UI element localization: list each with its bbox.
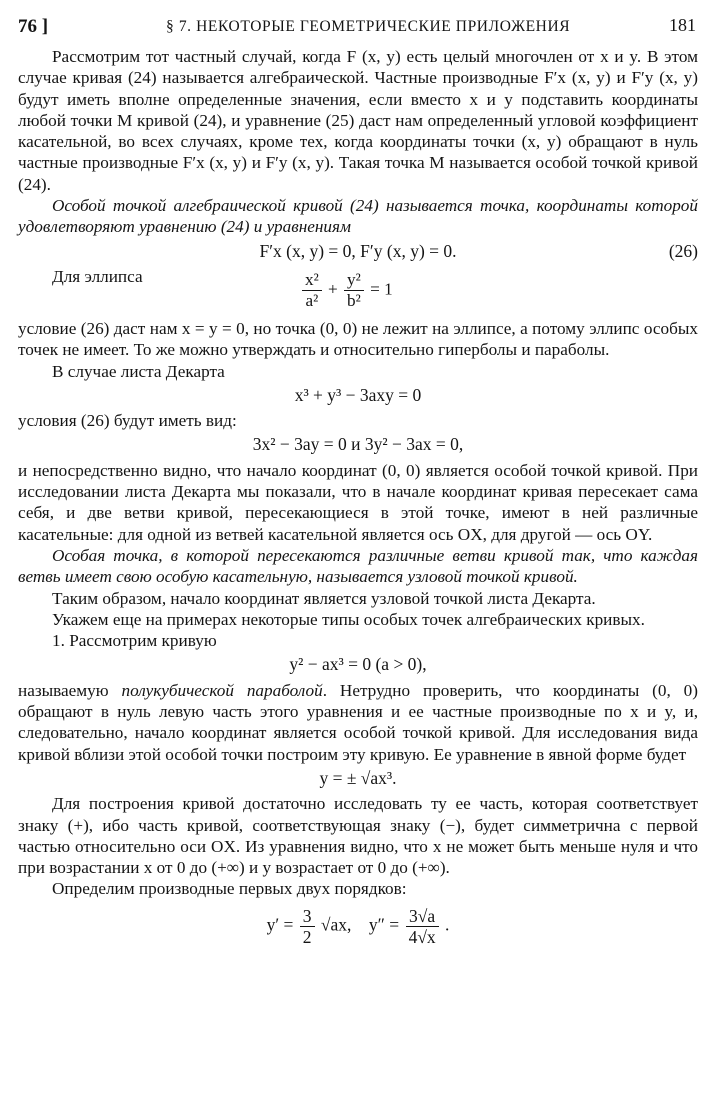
- section-title: § 7. НЕКОТОРЫЕ ГЕОМЕТРИЧЕСКИЕ ПРИЛОЖЕНИЯ: [166, 18, 571, 35]
- header-left-mark: 76 ]: [18, 16, 49, 37]
- paragraph-examples-intro: Укажем еще на примерах некоторые типы особых точек алгебраических кривых.: [52, 609, 645, 629]
- paragraph-ellipse-condition: условие (26) даст нам x = y = 0, но точка (0, 0) не лежит на эллипсе, а потому эллипс особых точек не имеет. То же можно утверждать и относительно гиперболы и параболы.: [18, 318, 698, 360]
- definition-singular-point: Особой точкой алгебраической кривой (24) называется точка, координаты которой удовлетворяют уравнению (24) и уравнениям: [18, 196, 698, 237]
- second-derivative-numerator: 3√a: [406, 906, 439, 927]
- fraction-x-denominator: a²: [305, 290, 319, 310]
- equation-explicit-form: y = ± √ax³.: [319, 767, 397, 788]
- running-header: [18, 6, 698, 36]
- fraction-x-numerator: x²: [302, 270, 322, 291]
- paragraph-origin-singular: и непосредственно видно, что начало координат (0, 0) является особой точкой кривой. При исследовании листа Декарта мы показали, что в начале координат кривая пересекает сама себя, и две ветви кривой, пересекающиеся в этой точке, имеют в ней различные касательные: для одной из ветвей касательной является ось OX, для другой — ось OY.: [18, 460, 698, 544]
- equation-derivatives: [18, 906, 698, 947]
- second-derivative-denominator: 4√x: [408, 926, 436, 947]
- ellipse-equation: [300, 270, 393, 311]
- second-derivative-lhs: y″ =: [368, 914, 400, 935]
- paragraph-nodal-conclusion: Таким образом, начало координат является узловой точкой листа Декарта.: [52, 588, 596, 608]
- equation-conditions: 3x² − 3ay = 0 и 3y² − 3ax = 0,: [252, 434, 464, 455]
- equation-26-body: F′x (x, y) = 0, F′y (x, y) = 0.: [259, 240, 457, 261]
- fraction-x: [302, 270, 322, 311]
- ellipse-rhs: = 1: [370, 279, 393, 299]
- fraction-y-denominator: b²: [347, 290, 361, 310]
- paragraph-example-1: 1. Рассмотрим кривую: [52, 631, 217, 651]
- p9-rest: . Нетрудно проверить, что координаты (0, 0) обращают в нуль левую часть этого уравнения и ее частные производные по x и y, и, следовательно, начало координат является особой точкой кривой. Для исследования вида кривой вблизи этой особой точки построим эту кривую. Ее уравнение в явной форме будет: [18, 680, 699, 764]
- paragraph-derivatives-intro: Определим производные первых двух порядков:: [52, 879, 407, 899]
- ellipse-block: [18, 266, 698, 318]
- fraction-three-halves-denominator: 2: [302, 926, 312, 947]
- ellipse-label: Для эллипса: [52, 266, 143, 286]
- p9-lead: называемую: [18, 680, 122, 700]
- second-derivative-period: .: [445, 914, 450, 935]
- paragraph-semicubical-parabola: [18, 680, 698, 765]
- page-number: 181: [669, 15, 696, 35]
- definition-nodal-point: Особая точка, в которой пересекаются различные ветви кривой так, что каждая ветвь имеет свою особую касательную, называется узловой точкой кривой.: [18, 545, 698, 587]
- fraction-three-halves-numerator: 3: [300, 906, 315, 927]
- equation-number-26: (26): [668, 240, 698, 261]
- paragraph-conditions-intro: условия (26) будут иметь вид:: [18, 411, 237, 431]
- paragraph-algebraic-curve: Рассмотрим тот частный случай, когда F (x, y) есть целый многочлен от x и y. В этом случае кривая (24) называется алгебраической. Частные производные F′x (x, y) и F′y (x, y) будут иметь вполне определенные значения, если вместо x и y подставить координаты любой точки M кривой (24), и уравнение (25) даст нам определенный угловой коэффициент касательной, во всех случаях, кроме тех, когда координаты точки (x, y) обращают в нуль частные производные F′x (x, y) и F′y (x, y). Такая точка M называется особой точкой кривой (24).: [18, 47, 698, 194]
- page-body: [18, 46, 698, 947]
- first-derivative-lhs: y′ =: [266, 914, 294, 935]
- fraction-y: [344, 270, 364, 311]
- ellipse-plus: +: [328, 279, 338, 299]
- fraction-y-numerator: y²: [344, 270, 364, 291]
- paragraph-descartes-intro: В случае листа Декарта: [52, 361, 225, 381]
- first-derivative-root: √ax,: [320, 914, 352, 935]
- equation-26: [18, 241, 698, 262]
- fraction-second-derivative: [406, 906, 439, 947]
- term-semicubical-parabola: полукубической параболой: [121, 680, 323, 700]
- paragraph-curve-construction: Для построения кривой достаточно исследовать ту ее часть, которая соответствует знаку (+), ибо часть кривой, соответствующая знаку (−), будет симметрична с первой частью относительно оси OX. Из уравнения видно, что x не может быть меньше нуля и что при возрастании x от 0 до (+∞) и y возрастает от 0 до (+∞).: [18, 794, 698, 878]
- equation-descartes-leaf: x³ + y³ − 3axy = 0: [294, 384, 422, 405]
- fraction-three-halves: [300, 906, 315, 947]
- page: [18, 6, 699, 947]
- equation-semicubical: y² − ax³ = 0 (a > 0),: [289, 654, 427, 675]
